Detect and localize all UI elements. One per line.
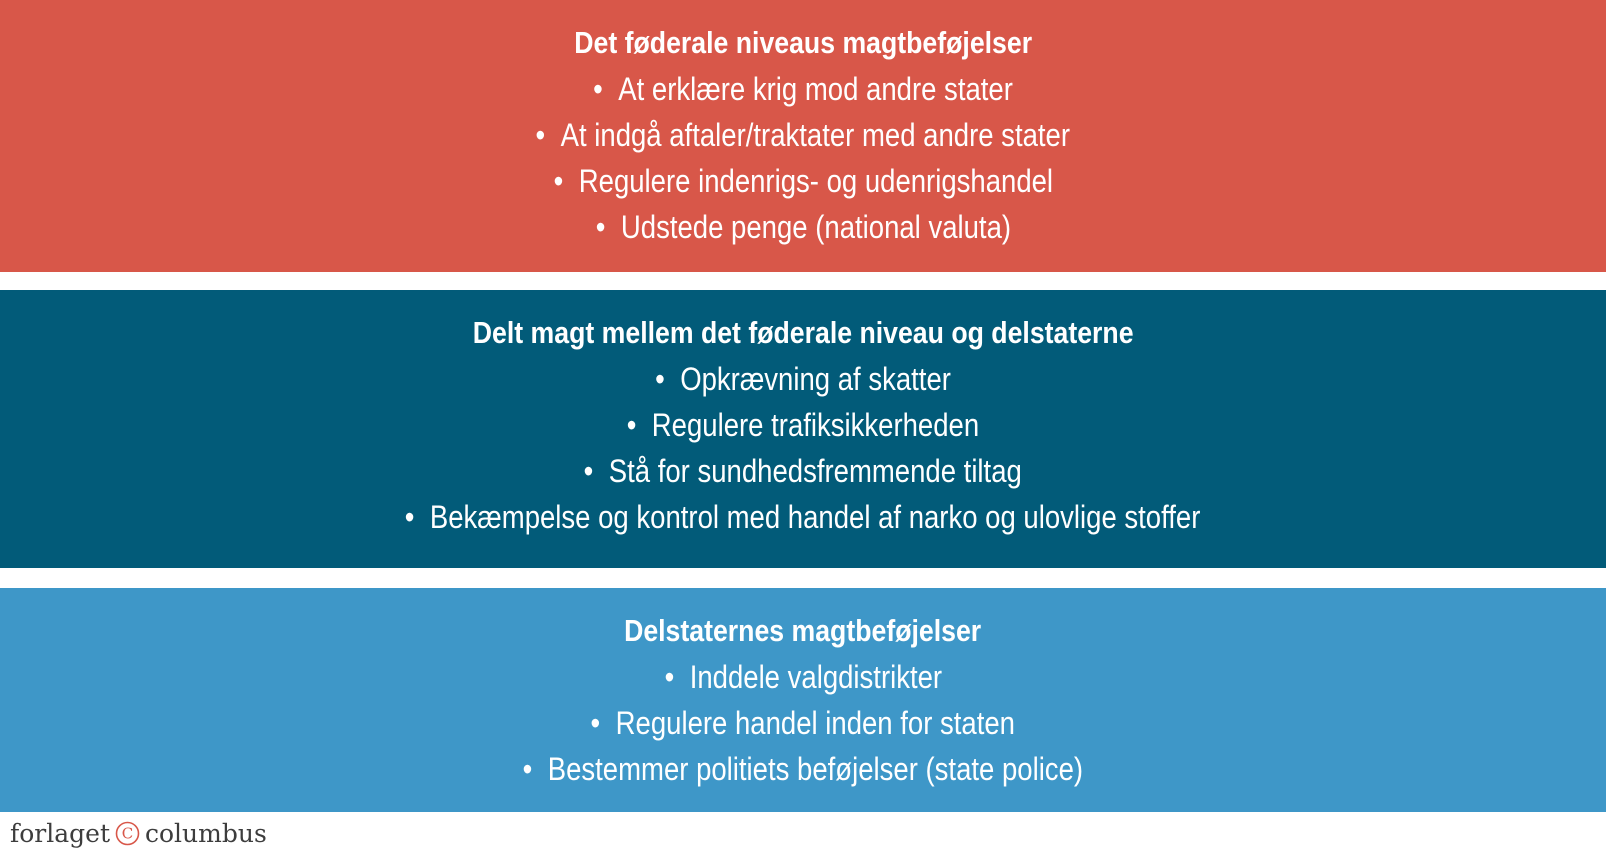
shared-powers-panel	[0, 290, 1606, 568]
shared-powers-title: Delt magt mellem det føderale niveau og delstaterne	[472, 315, 1134, 350]
federal-powers-panel	[0, 0, 1606, 272]
svg-text:C: C	[121, 824, 134, 842]
list-item: • Regulere indenrigs- og udenrigshandel	[553, 158, 1052, 204]
list-item: • At erklære krig mod andre stater	[593, 66, 1013, 112]
list-item: • Stå for sundhedsfremmende tiltag	[584, 448, 1022, 494]
list-item: • Udstede penge (national valuta)	[595, 204, 1010, 250]
list-item: • Regulere handel inden for staten	[591, 700, 1015, 746]
list-item: • Bestemmer politiets beføjelser (state police)	[523, 746, 1083, 792]
state-powers-title: Delstaternes magtbeføjelser	[624, 613, 982, 648]
list-item: • Inddele valgdistrikter	[664, 654, 942, 700]
shared-powers-list	[340, 356, 1265, 540]
list-item: • Opkrævning af skatter	[655, 356, 951, 402]
federal-powers-list	[492, 66, 1114, 250]
state-powers-panel	[0, 588, 1606, 812]
federal-powers-title: Det føderale niveaus magtbeføjelser	[574, 25, 1032, 60]
logo-text-left: forlaget	[10, 818, 110, 848]
list-item: • At indgå aftaler/traktater med andre stater	[536, 112, 1071, 158]
circled-c-logo-icon	[115, 821, 140, 846]
publisher-logo	[10, 816, 267, 850]
list-item: • Bekæmpelse og kontrol med handel af narko og ulovlige stoffer	[405, 494, 1201, 540]
state-powers-list	[477, 654, 1129, 792]
logo-text-right: columbus	[145, 818, 267, 848]
list-item: • Regulere trafiksikkerheden	[627, 402, 979, 448]
